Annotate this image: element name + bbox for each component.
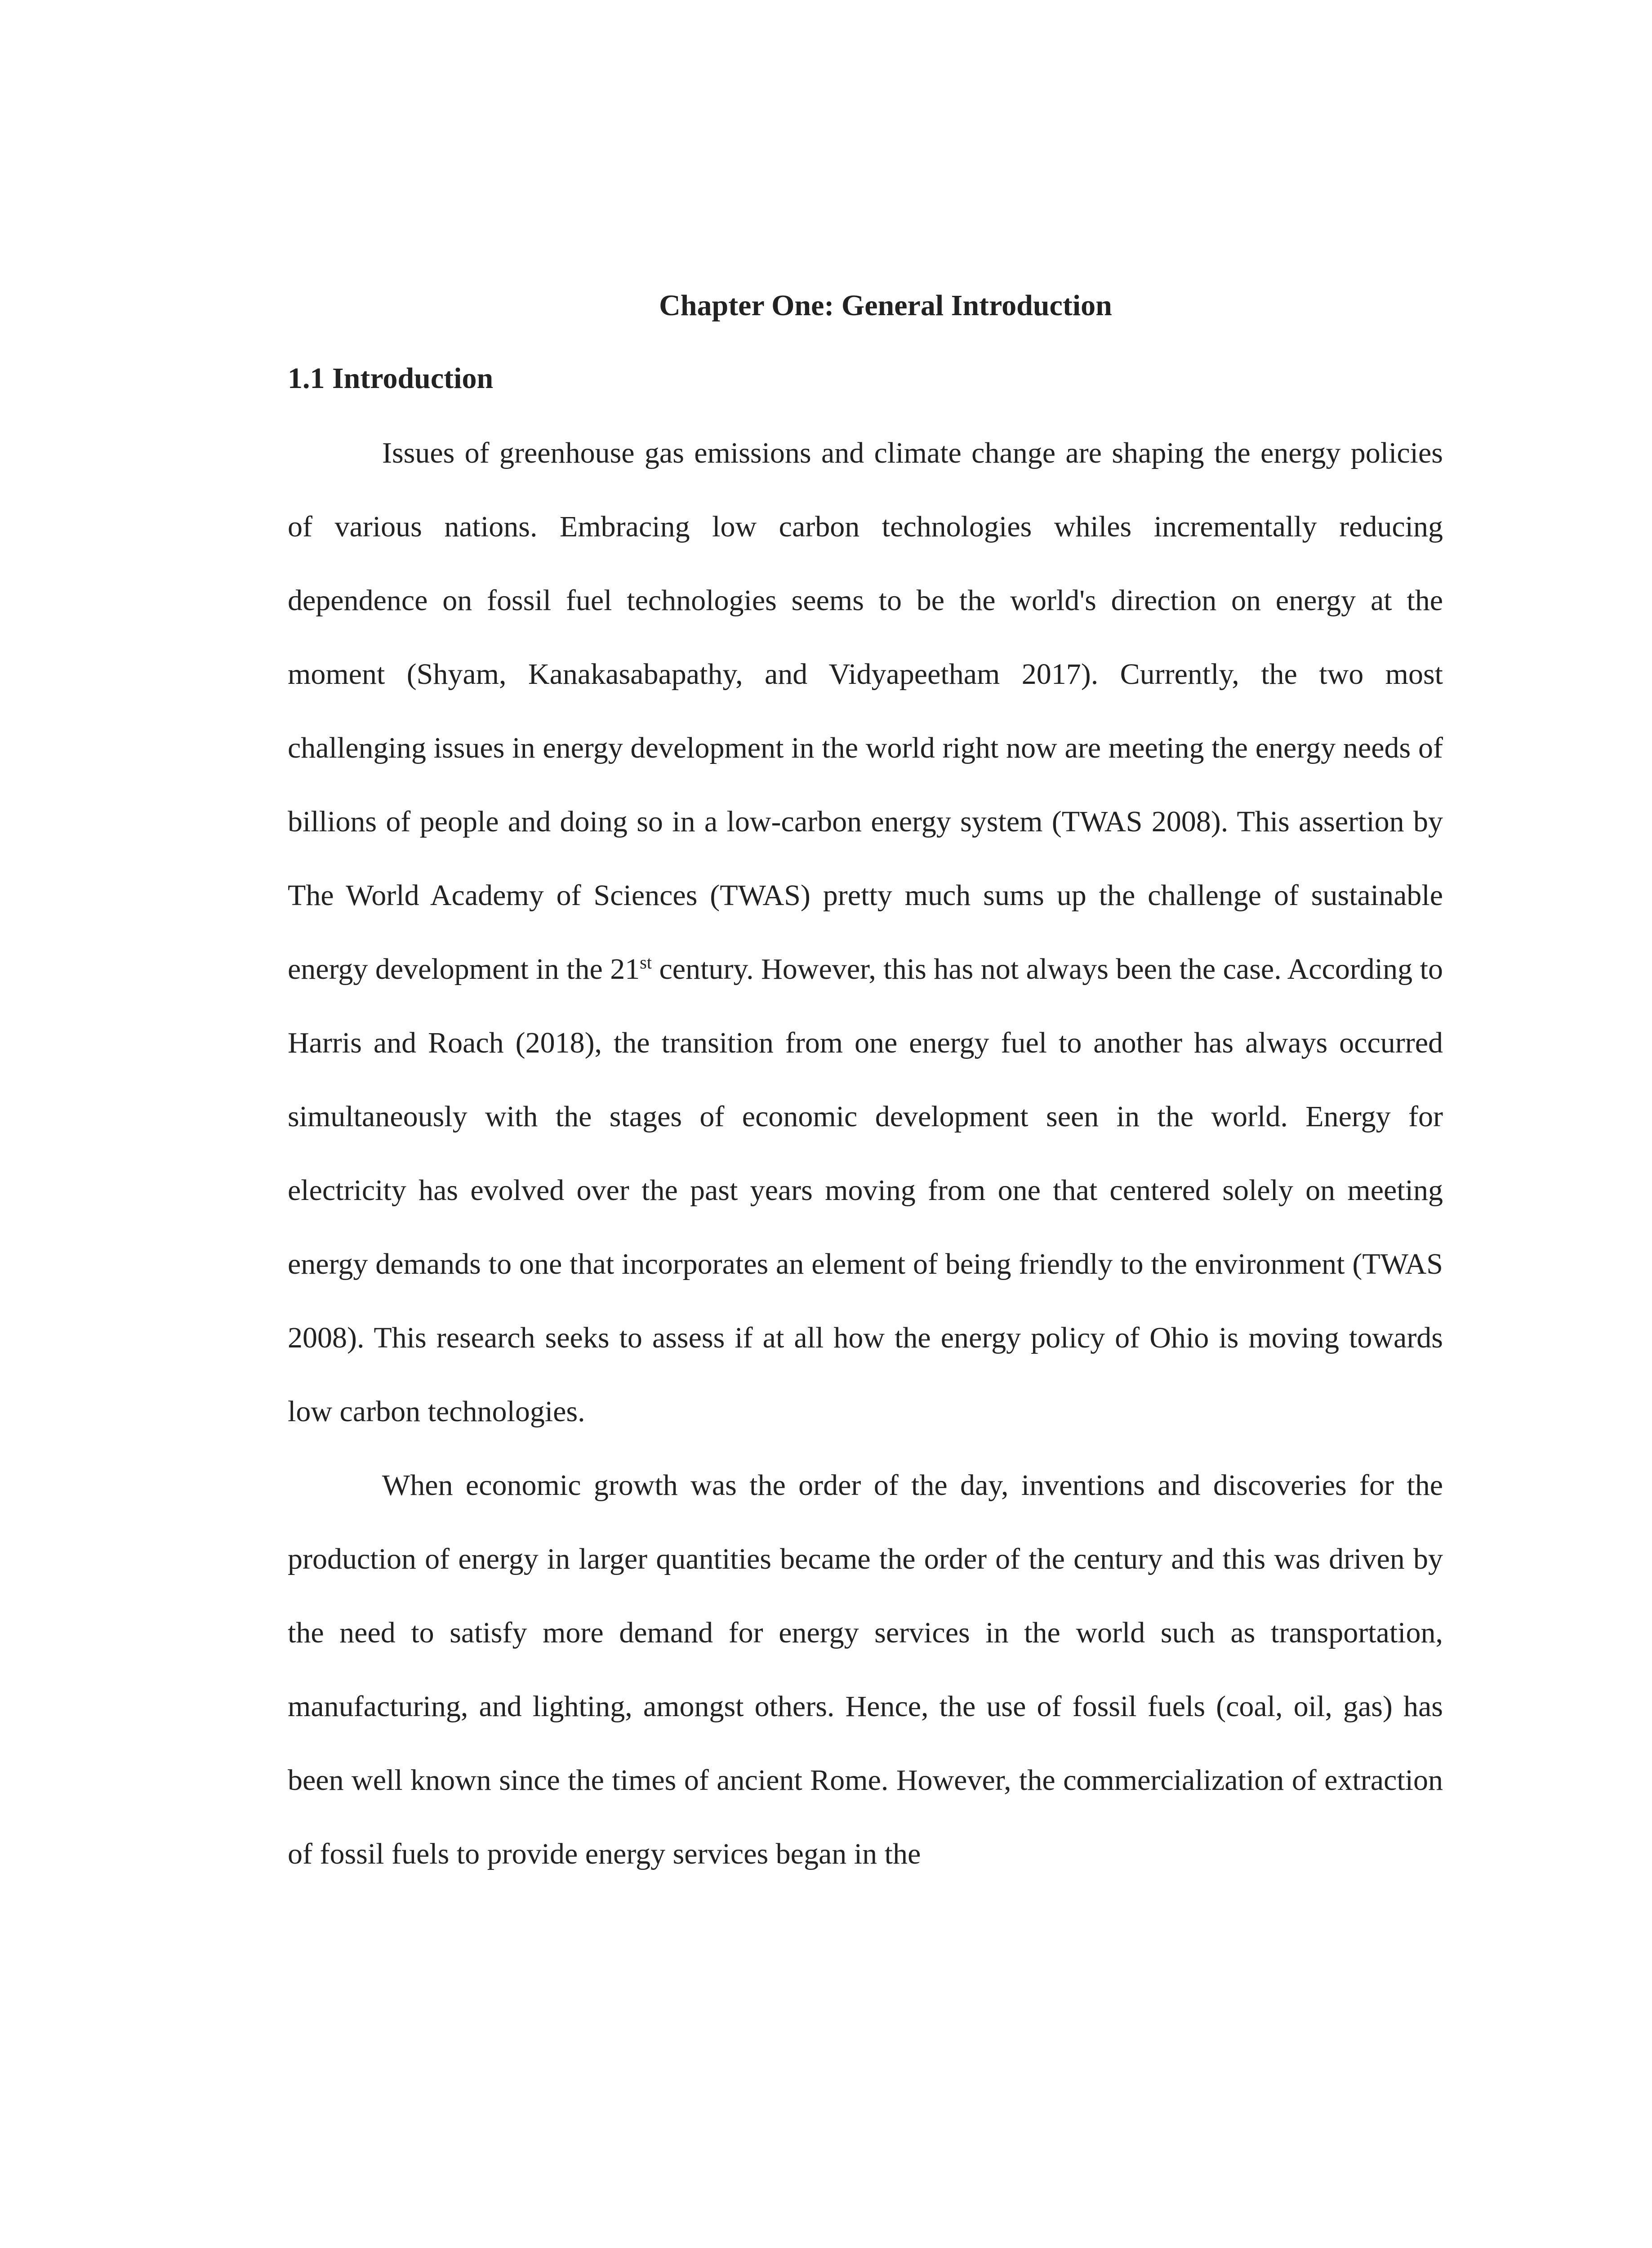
section-heading: 1.1 Introduction <box>288 362 494 395</box>
chapter-title: Chapter One: General Introduction <box>659 289 1112 322</box>
page-content <box>288 288 1443 1909</box>
paragraph-2: When economic growth was the order of the day, inventions and discoveries for the production of energy in larger quantities became the order of the century and this was driven by the need to satisfy more demand for energy services in the world such as transportation, manufacturing, and lighting, amongst others. Hence, the use of fossil fuels (coal, oil, gas) has been well known since the times of ancient Rome. However, the commercialization of extraction of fossil fuels to provide energy services began in the <box>288 1469 1443 1870</box>
paragraph-1-text: Issues of greenhouse gas emissions and climate change are shaping the energy policies of various nations. Embracing low carbon technologies whiles incrementally reducing dependence on fossil fuel technologies seems to be the world's direction on energy at the moment (Shyam, Kanakasabapathy, and Vidyapeetham 2017). Currently, the two most challenging issues in energy development in the world right now are meeting the energy needs of billions of people and doing so in a low-carbon energy system (TWAS 2008). This assertion by The World Academy of Sciences (TWAS) pretty much sums up the challenge of sustainable energy development in the 21 <box>288 437 1443 986</box>
ordinal-superscript: st <box>640 952 652 972</box>
paragraph-1 <box>288 416 1443 1449</box>
paragraph-1-text-continued: century. However, this has not always been the case. According to Harris and Roach (2018), the transition from one energy fuel to another has always occurred simultaneously with the stages of economic development seen in the world. Energy for electricity has evolved over the past years moving from one that centered solely on meeting energy demands to one that incorporates an element of being friendly to the environment (TWAS 2008). This research seeks to assess if at all how the energy policy of Ohio is moving towards low carbon technologies. <box>288 953 1443 1428</box>
